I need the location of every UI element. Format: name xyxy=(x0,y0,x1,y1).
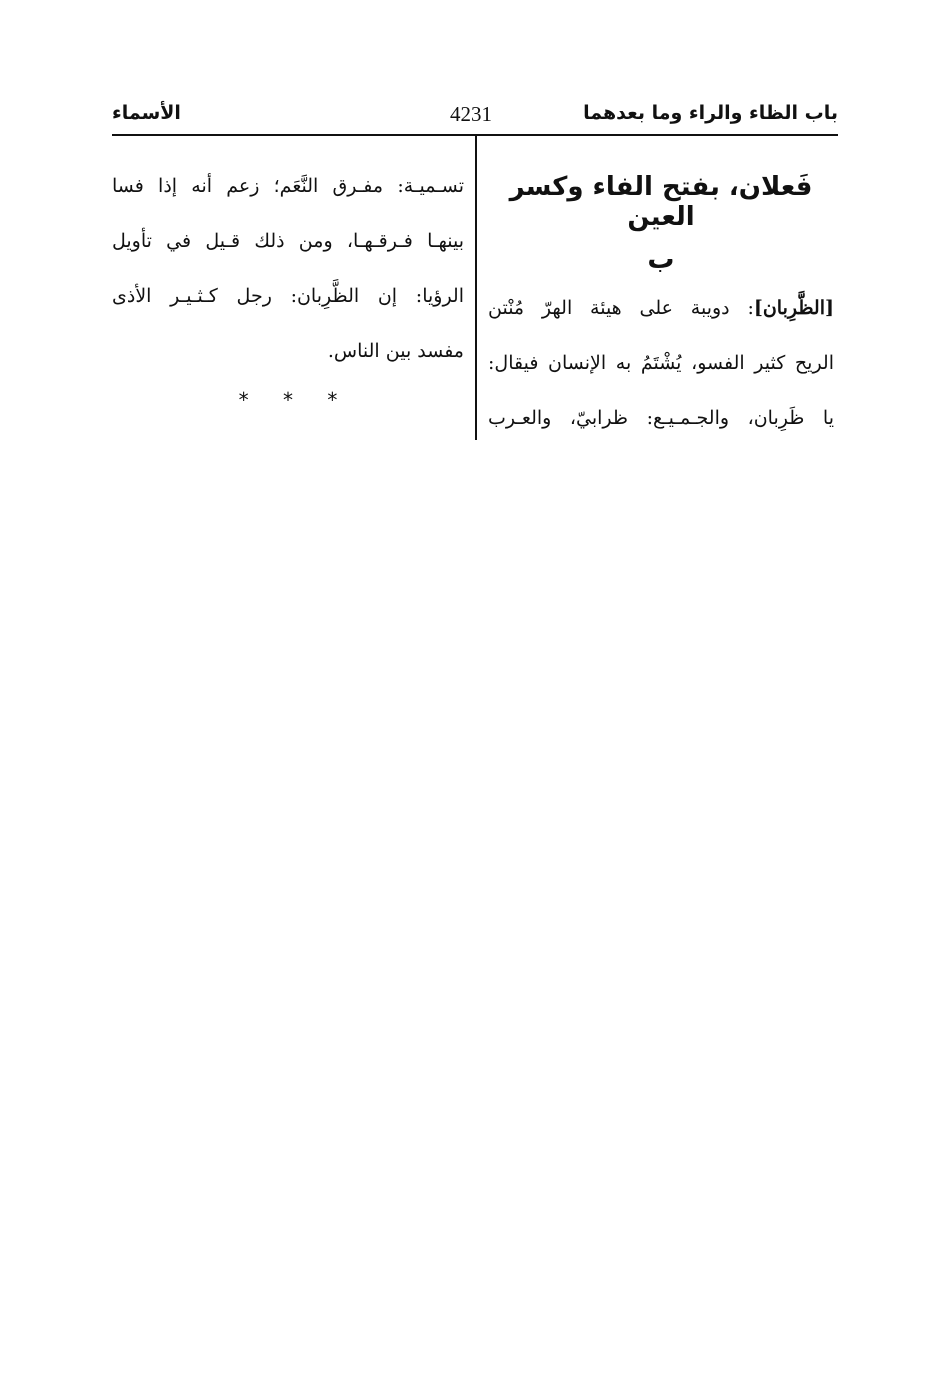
entry-line: مفسد بين الناس. xyxy=(327,340,464,362)
entry-line: الريح كثير الفسو، يُشْتَمُ به الإنسان فيقال: xyxy=(488,352,834,374)
section-title: فَعلان، بفتح الفاء وكسر العين xyxy=(509,172,813,232)
entry-line: بينهـا فـرقـهـا، ومن ذلك قـيل في تأويل xyxy=(112,230,464,252)
entry-line: تسـميـة: مفـرق النَّعَم؛ زعم أنه إذا فسا xyxy=(112,175,464,197)
section-letter: ب xyxy=(647,244,675,275)
section-label: الأسماء xyxy=(112,102,181,124)
running-header xyxy=(112,98,838,132)
column-divider xyxy=(475,136,477,440)
entry-line: يا ظَرِبان، والجـمـيـع: ظرابيّ، والعـرب xyxy=(488,407,834,429)
entry-line xyxy=(488,290,834,345)
section-separator: * * * xyxy=(238,388,352,412)
entry-text: : دويبة على هيئة الهرّ مُنْتن xyxy=(488,297,754,319)
left-column xyxy=(112,168,464,412)
entry-line: الرؤيا: إن الظَّرِبان: رجل كـثـيـر الأذى xyxy=(112,285,464,307)
entry-term: [الظَّرِبان] xyxy=(753,297,834,319)
chapter-title: باب الظاء والراء وما بعدهما xyxy=(583,102,838,124)
right-column xyxy=(488,168,834,455)
page-number: 4231 xyxy=(450,102,492,126)
